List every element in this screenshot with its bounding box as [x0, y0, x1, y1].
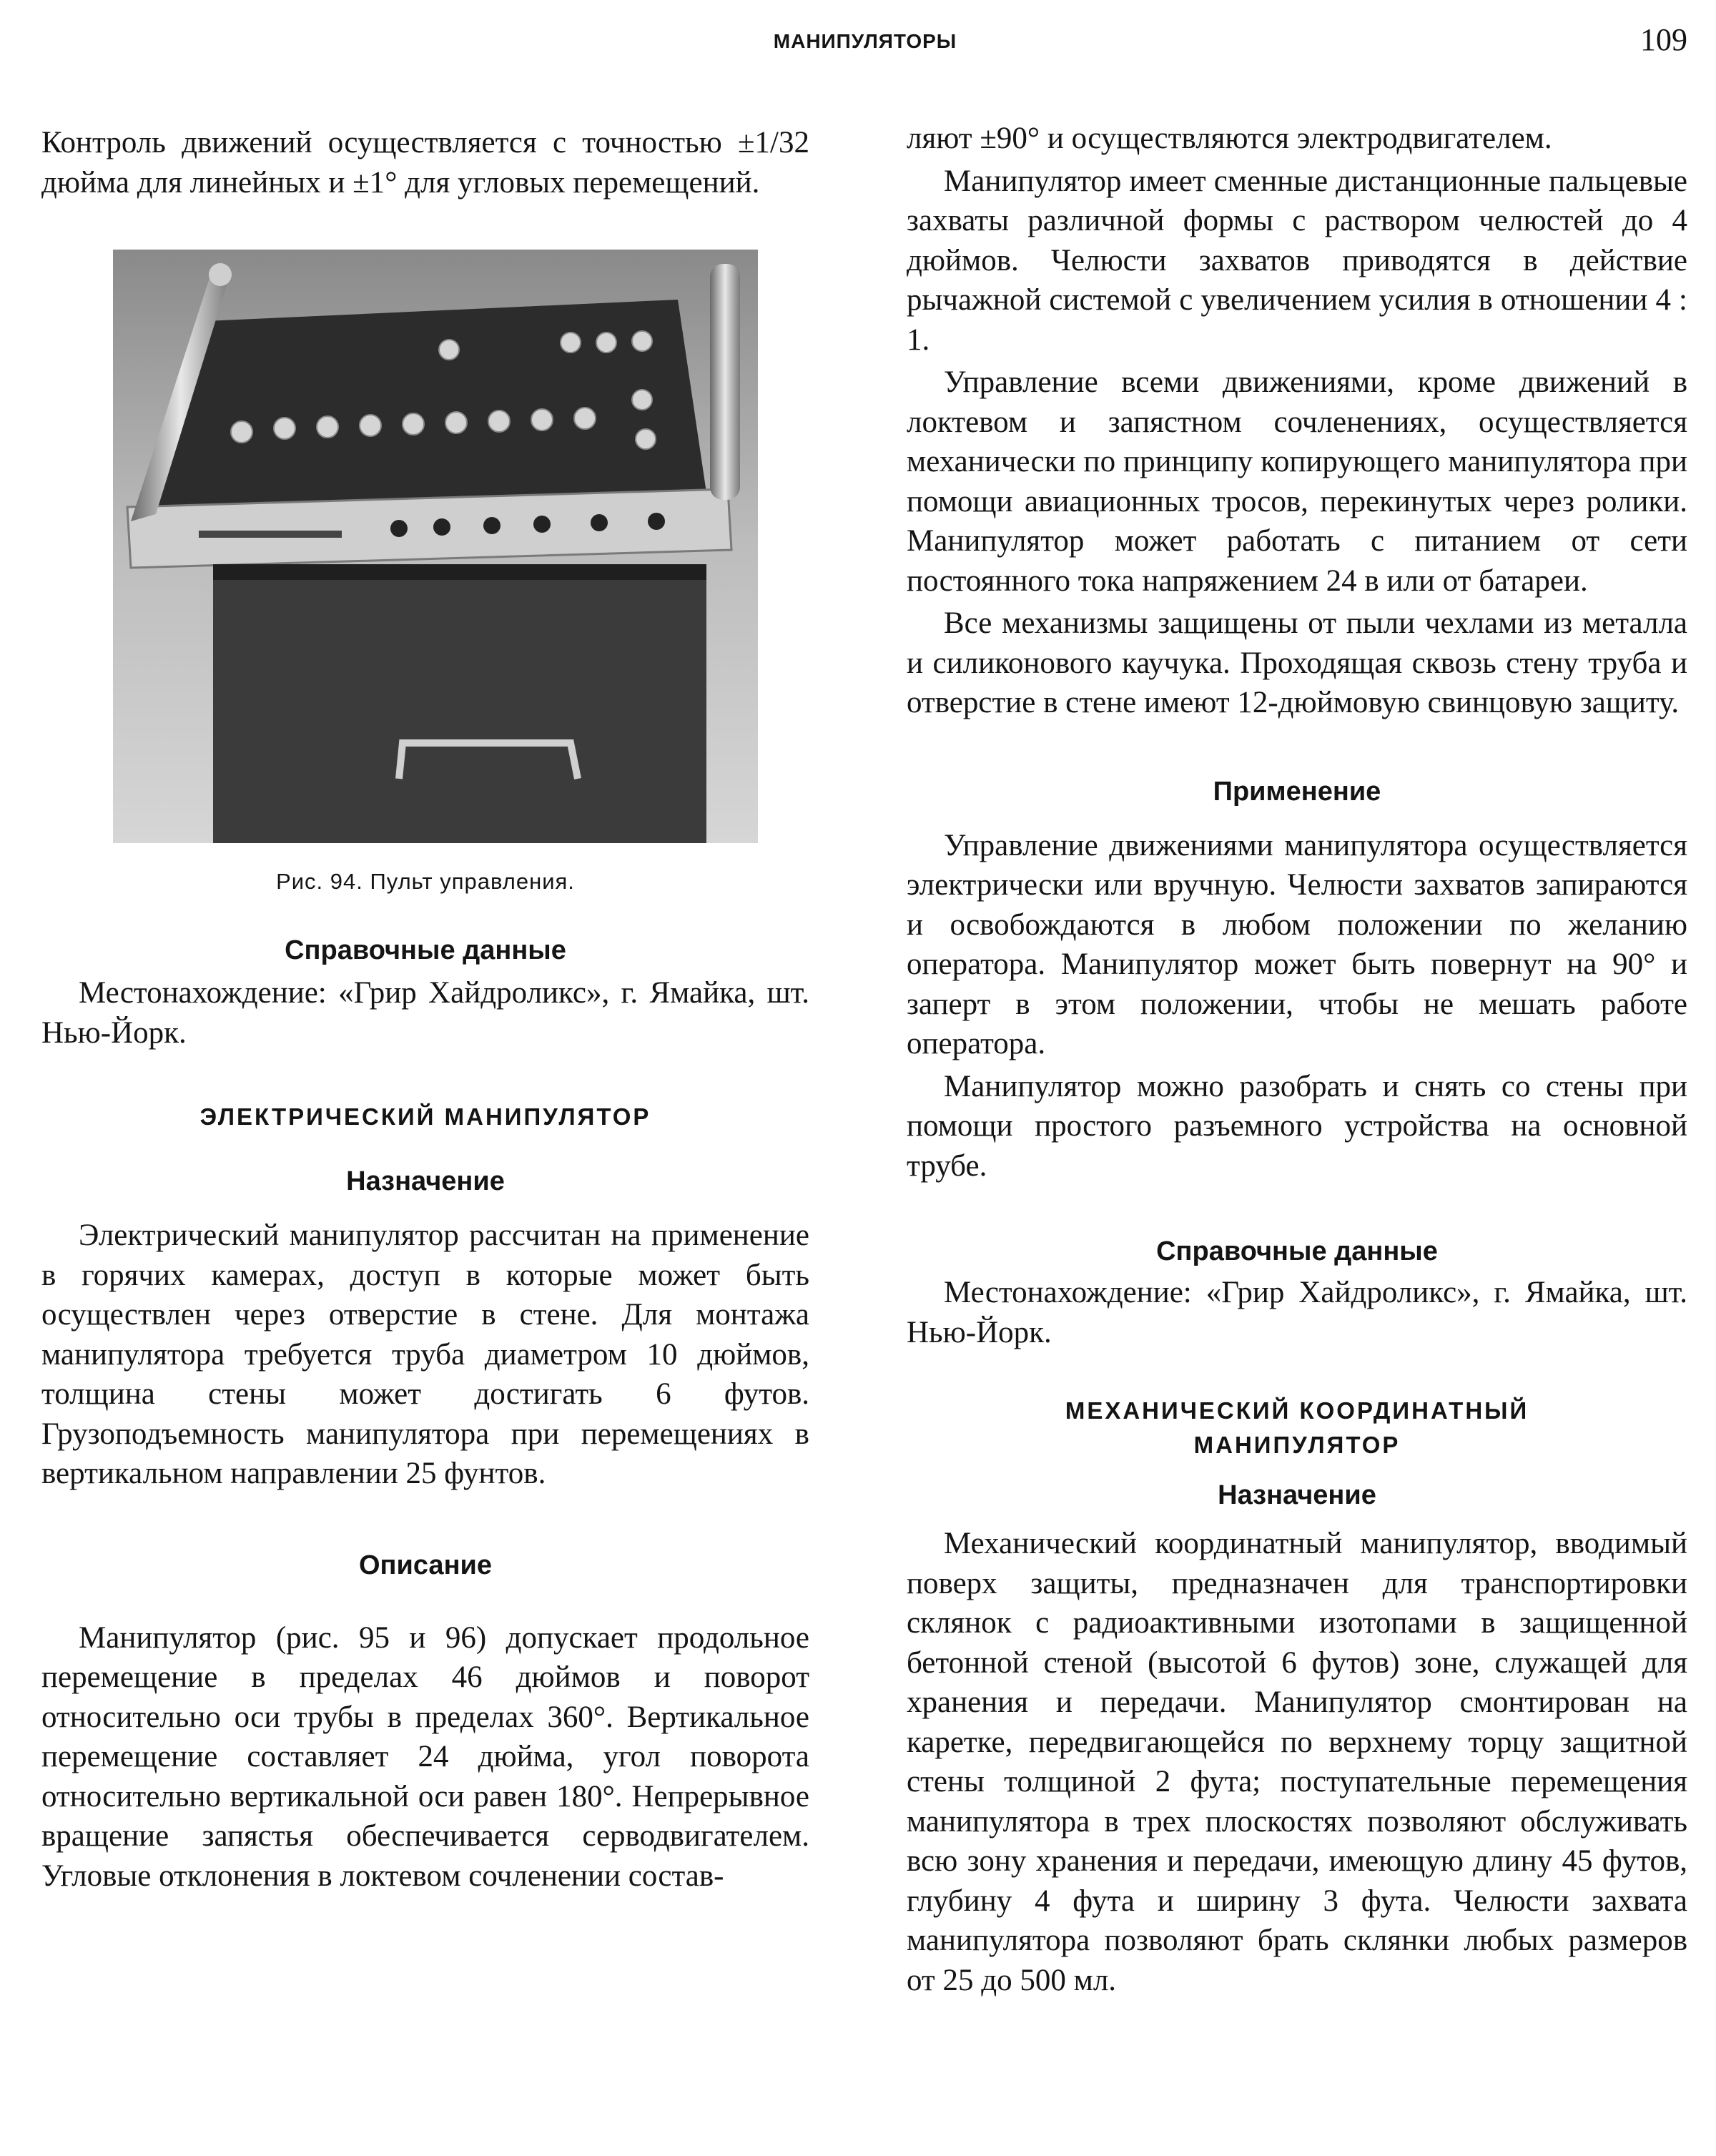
control-panel-illustration — [113, 250, 758, 843]
purpose-heading-right: Назначение — [1218, 1480, 1376, 1510]
page-number: 109 — [1640, 22, 1687, 57]
purpose-text-right: Механический координатный манипулятор, вводимый поверх защиты, предназначен для транспортировки склянок с радиоактивными изотопами в защищенной бетонной стеной (высотой 6 футов) зоне, служащей для хранения и передачи. Манипулятор смонтирован на каретке, передвигающейся по верхнему торцу защитной стены толщиной 2 фута; поступательные перемещения манипулятора в трех плоскостях позволяют обслуживать всю зону хранения и передачи, имеющую длину 45 футов, глубину 4 фута и ширину 3 фута. Челюсти захвата манипулятора позволяют брать склянки любых размеров от 25 до 500 мл. — [907, 1527, 1687, 1997]
left-column — [41, 123, 809, 1896]
reference-text-right: Местонахождение: «Грир Хайдроликс», г. Ямайка, шт. Нью-Йорк. — [907, 1276, 1687, 1349]
purpose-text: Электрический манипулятор рассчитан на применение в горячих камерах, доступ в которые может быть осуществлен через отверстие в стене. Для монтажа манипулятора требуется труба диаметром 10 дюймов, толщина стены может достигать 6 футов. Грузоподъемность манипулятора при перемещениях в вертикальном направлении 25 фунтов. — [41, 1219, 809, 1490]
application-heading: Применение — [1213, 776, 1381, 807]
reference-heading: Справочные данные — [285, 935, 566, 965]
protection-paragraph: Все механизмы защищены от пыли чехлами из металла и силиконового каучука. Проходящая сквозь стену труба и отверстие в стене имеют 12-дюймовую свинцовую защиту. — [907, 606, 1687, 719]
purpose-heading: Назначение — [346, 1166, 505, 1196]
intro-paragraph: Контроль движений осуществляется с точностью ±1/32 дюйма для линейных и ±1° для угловых перемещений. — [41, 126, 809, 200]
control-panel-photo — [113, 250, 758, 843]
section-title-mechanical: МЕХАНИЧЕСКИЙ КООРДИНАТНЫЙ МАНИПУЛЯТОР — [1065, 1397, 1529, 1458]
reference-heading-right: Справочные данные — [1156, 1236, 1438, 1266]
running-title: МАНИПУЛЯТОРЫ — [773, 30, 957, 52]
reference-text: Местонахождение: «Грир Хайдроликс», г. Ямайка, шт. Нью-Йорк. — [41, 976, 809, 1050]
section-title-electric: ЭЛЕКТРИЧЕСКИЙ МАНИПУЛЯТОР — [199, 1103, 651, 1130]
right-column — [907, 119, 1687, 2000]
control-paragraph: Управление всеми движениями, кроме движений в локтевом и запястном сочленениях, осуществляется механически по принципу копирующего манипулятора при помощи авиационных тросов, перекинутых через ролики. Манипулятор может работать с питанием от сети постоянного тока напряжением 24 в или от батареи. — [907, 365, 1687, 598]
application-text-2: Манипулятор можно разобрать и снять со стены при помощи простого разъемного устройства на основной трубе. — [907, 1069, 1687, 1183]
continuation-paragraph: ляют ±90° и осуществляются электродвигателем. — [907, 122, 1552, 155]
application-text-1: Управление движениями манипулятора осуществляется электрически или вручную. Челюсти захватов запираются и освобождаются в любом положении по желанию оператора. Манипулятор может быть повернут на 90° и заперт в этом положении, чтобы не мешать работе оператора. — [907, 828, 1687, 1060]
figure-caption: Рис. 94. Пульт управления. — [276, 869, 575, 894]
description-text: Манипулятор (рис. 95 и 96) допускает продольное перемещение в пределах 46 дюймов и поворот относительно оси трубы в пределах 360°. Вертикальное перемещение составляет 24 дюйма, угол поворота относительно вертикальной оси равен 180°. Непрерывное вращение запястья обеспечивается серводвигателем. Угловые отклонения в локтевом сочленении состав- — [41, 1620, 809, 1893]
grippers-paragraph: Манипулятор имеет сменные дистанционные пальцевые захваты различной формы с раствором челюстей до 4 дюймов. Челюсти захватов приводятся в действие рычажной системой с увеличением усилия в отношении 4 : 1. — [907, 164, 1687, 357]
description-heading: Описание — [358, 1550, 493, 1580]
